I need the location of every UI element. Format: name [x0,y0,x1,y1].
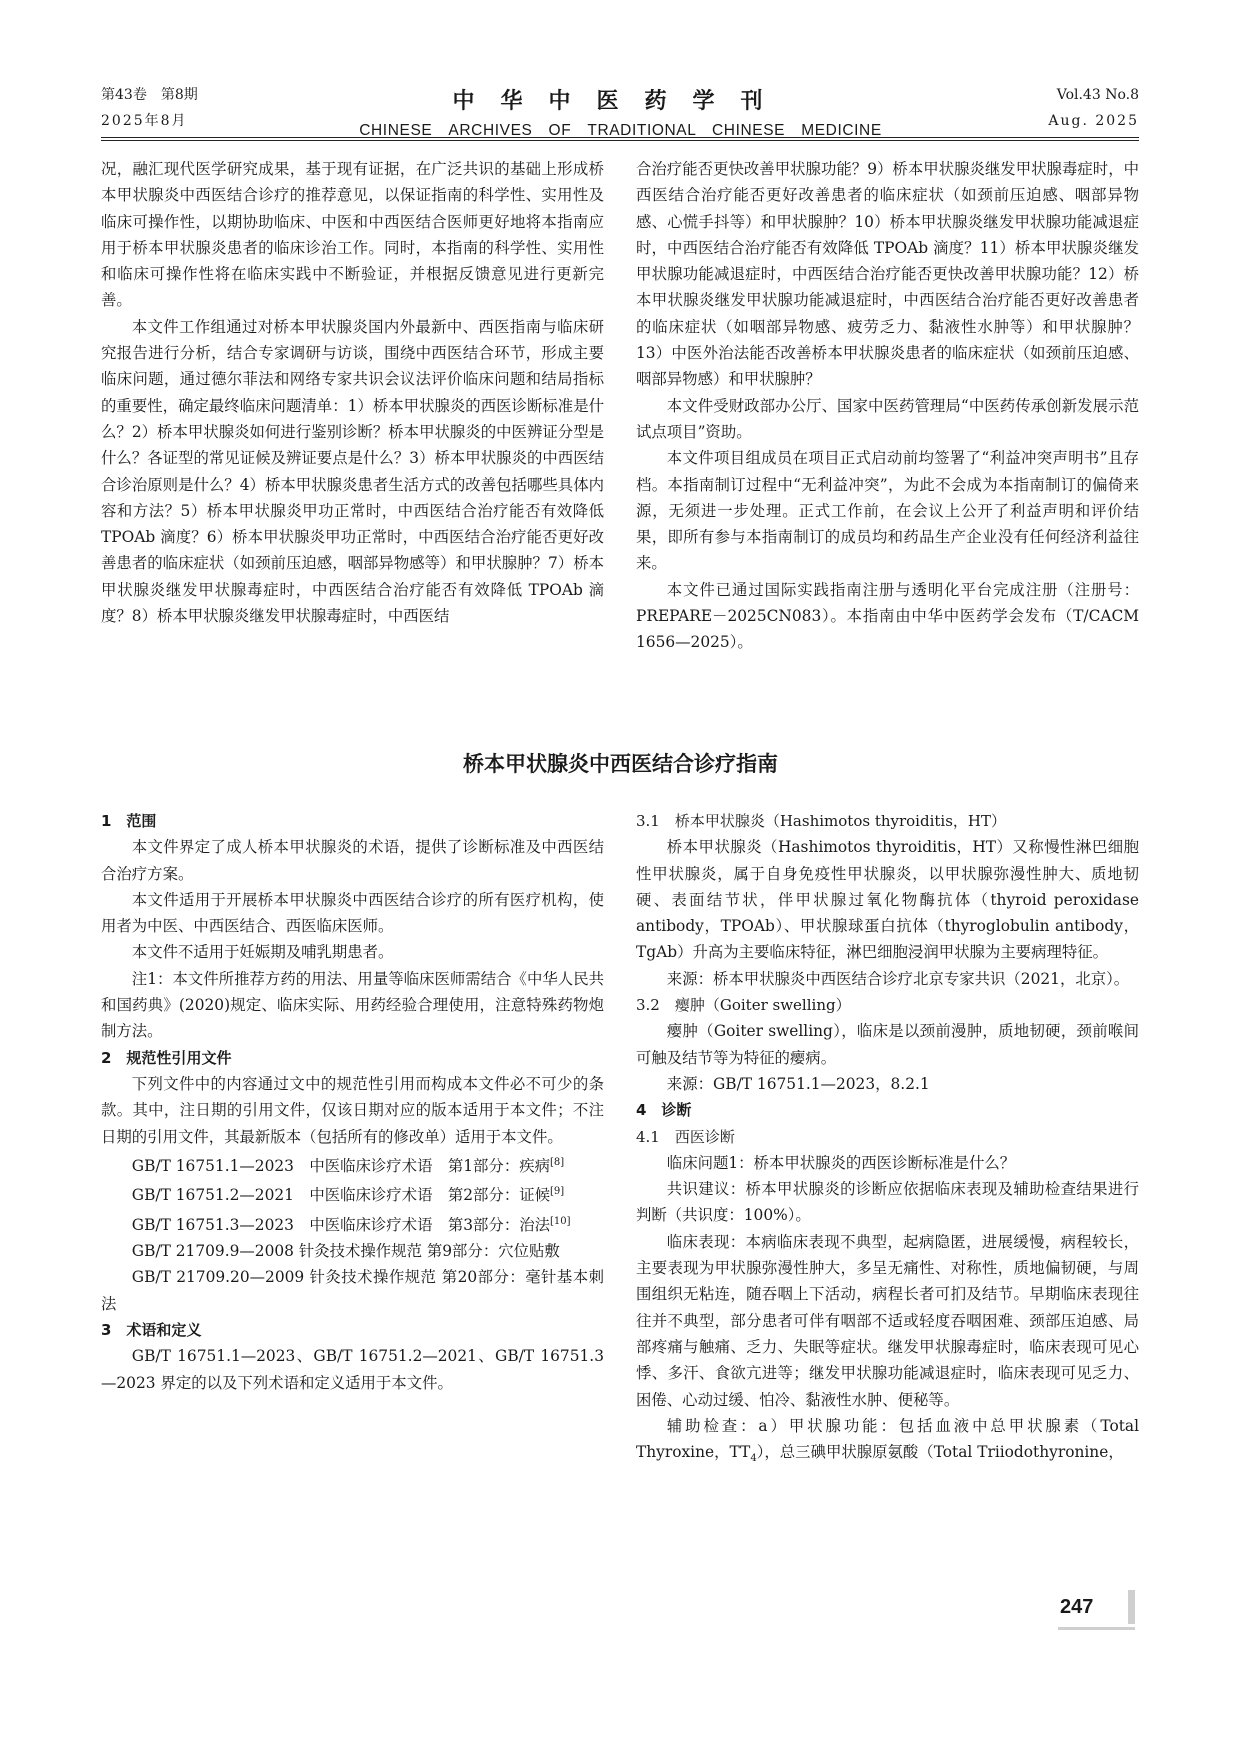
reference-item: GB/T 21709.20—2009 针灸技术操作规范 第20部分：毫针基本刺法 [101,1268,604,1313]
subsection-heading: 3.2 瘿肿（Goiter swelling） [636,996,851,1015]
section-heading: 1 范围 [101,812,157,830]
paragraph: 下列文件中的内容通过文中的规范性引用而构成本文件必不可少的条款。其中，注日期的引用文件，仅该日期对应的版本适用于本文件；不注日期的引用文件，其最新版本（包括所有的修改单）适用于本文件。 [101,1074,604,1146]
issue-date-cn: 2025年8月 [101,113,188,129]
citation: [8] [550,1156,565,1168]
reference-text: GB/T 16751.1—2023 中医临床诊疗术语 第1部分：疾病 [131,1156,550,1175]
source-note: 来源：桥本甲状腺炎中西医结合诊疗北京专家共识（2021，北京）。 [666,969,1130,988]
reference-text: GB/T 16751.2—2021 中医临床诊疗术语 第2部分：证候 [131,1186,550,1205]
paragraph: GB/T 16751.1—2023、GB/T 16751.2—2021、GB/T 16751.3—2023 界定的以及下列术语和定义适用于本文件。 [101,1347,604,1392]
preface-right-column [636,156,1139,656]
document-title: 桥本甲状腺炎中西医结合诊疗指南 [463,752,778,776]
volume-issue-en: Vol.43 No.8 [1056,87,1139,103]
reference-text: GB/T 16751.3—2023 中医临床诊疗术语 第3部分：治法 [131,1215,550,1234]
subscript: 4 [750,1453,757,1465]
paragraph: 本文件受财政部办公厅、国家中医药管理局“中医药传承创新发展示范试点项目”资助。 [636,396,1139,441]
preface-left-column [101,156,604,629]
paragraph [636,1413,1139,1473]
page-number: 247 [1060,1596,1094,1618]
reference-item [101,1209,604,1238]
clinical-question: 临床问题1：桥本甲状腺炎的西医诊断标准是什么？ [666,1153,1016,1172]
page-number-underline [1058,1627,1135,1630]
header-rule [101,137,1139,138]
note: 注1：本文件所推荐方药的用法、用量等临床医师需结合《中华人民共和国药典》(2020)规定、临床实际、用药经验合理使用，注意特殊药物炮制方法。 [101,969,604,1041]
journal-title: 中华中医药学刊 [452,89,789,114]
section-heading: 3 术语和定义 [101,1321,202,1340]
subsection-heading: 4.1 西医诊断 [636,1127,735,1146]
paragraph: 合治疗能否更快改善甲状腺功能？9）桥本甲状腺炎继发甲状腺毒症时，中西医结合治疗能否更好改善患者的临床症状（如颈前压迫感、咽部异物感、心慌手抖等）和甲状腺肿？10）桥本甲状腺炎继发甲状腺功能减退症时，中西医结合治疗能否有效降低 TPOAb 滴度？11）桥本甲状腺炎继发甲状腺功能减退症时，中西医结合治疗能否更快改善甲状腺功能？12）桥本甲状腺炎继发甲状腺功能减退症时，中西医结合治疗能否更好改善患者的临床症状（如咽部异物感、疲劳乏力、黏液性水肿等）和甲状腺肿？13）中医外治法能否改善桥本甲状腺炎患者的临床症状（如颈前压迫感、咽部异物感）和甲状腺肿？ [636,160,1139,389]
main-right-column [636,808,1139,1473]
header-rule-2 [101,140,1139,141]
paragraph: 本文件界定了成人桥本甲状腺炎的术语，提供了诊断标准及中西医结合治疗方案。 [101,838,604,883]
source-note: 来源：GB/T 16751.1—2023，8.2.1 [666,1074,930,1093]
aux-text-cont: ），总三碘甲状腺原氨酸（Total Triiodothyronine， [756,1443,1124,1462]
reference-item: GB/T 21709.9—2008 针灸技术操作规范 第9部分：穴位贴敷 [131,1242,560,1261]
section-heading: 2 规范性引用文件 [101,1048,232,1067]
paragraph: 本文件适用于开展桥本甲状腺炎中西医结合诊疗的所有医疗机构，使用者为中医、中西医结合、西医临床医师。 [101,890,604,936]
section-heading: 4 诊断 [636,1101,692,1120]
issue-date-en: Aug. 2025 [1048,113,1139,129]
paragraph: 桥本甲状腺炎（Hashimotos thyroiditis，HT）又称慢性淋巴细胞性甲状腺炎，属于自身免疫性甲状腺炎，以甲状腺弥漫性肿大、质地韧硬、表面结节状，伴甲状腺过氧化物酶抗体（thyroid peroxidase antibody，TPOAb）、甲状腺球蛋白抗体（thyroglobulin antibody，TgAb）升高为主要临床特征，淋巴细胞浸润甲状腺为主要病理特征。 [636,838,1139,962]
subsection-heading: 3.1 桥本甲状腺炎（Hashimotos thyroiditis，HT） [636,812,1006,830]
volume-issue: 第43卷 第8期 [101,87,198,103]
paragraph: 本文件已通过国际实践指南注册与透明化平台完成注册（注册号：PREPARE－2025CN083）。本指南由中华中医药学会发布（T/CACM 1656—2025）。 [636,580,1139,652]
paragraph: 瘿肿（Goiter swelling），临床是以颈前漫肿，质地韧硬，颈前喉间可触及结节等为特征的瘿病。 [636,1022,1139,1067]
citation: [9] [550,1186,565,1198]
paragraph: 况，融汇现代医学研究成果，基于现有证据，在广泛共识的基础上形成桥本甲状腺炎中西医结合诊疗的推荐意见，以保证指南的科学性、实用性及临床可操作性，以期协助临床、中医和中西医结合医师更好地将本指南应用于桥本甲状腺炎患者的临床诊治工作。同时，本指南的科学性、实用性和临床可操作性将在临床实践中不断验证，并根据反馈意见进行更新完善。 [101,160,604,310]
citation: [10] [550,1215,571,1227]
reference-item [101,1150,604,1179]
recommendation: 共识建议：桥本甲状腺炎的诊断应依据临床表现及辅助检查结果进行判断（共识度：100%）。 [636,1180,1139,1225]
reference-item [101,1179,604,1208]
journal-title-en: CHINESE ARCHIVES OF TRADITIONAL CHINESE MEDICINE [359,122,882,139]
paragraph: 本文件不适用于妊娠期及哺乳期患者。 [131,943,394,962]
aux-text: 辅助检查：a）甲状腺功能：包括血液中总甲状腺素（Total Thyroxine，TT [636,1416,1139,1462]
page-number-decoration [1128,1590,1135,1624]
main-left-column [101,808,604,1396]
paragraph: 临床表现：本病临床表现不典型，起病隐匿，进展缓慢，病程较长，主要表现为甲状腺弥漫性肿大，多呈无痛性、对称性，质地偏韧硬，与周围组织无粘连，随吞咽上下活动，病程长者可扪及结节。早期临床表现往往并不典型，部分患者可伴有咽部不适或轻度吞咽困难、颈部压迫感、局部疼痛与触痛、乏力、失眠等症状。继发甲状腺毒症时，临床表现可见心悸、多汗、食欲亢进等；继发甲状腺功能减退症时，临床表现可见乏力、困倦、心动过缓、怕冷、黏液性水肿、便秘等。 [636,1232,1139,1409]
paragraph: 本文件工作组通过对桥本甲状腺炎国内外最新中、西医指南与临床研究报告进行分析，结合专家调研与访谈，围绕中西医结合环节，形成主要临床问题，通过德尔菲法和网络专家共识会议法评价临床问题和结局指标的重要性，确定最终临床问题清单：1）桥本甲状腺炎的西医诊断标准是什么？2）桥本甲状腺炎如何进行鉴别诊断？桥本甲状腺炎的中医辨证分型是什么？各证型的常见证候及辨证要点是什么？3）桥本甲状腺炎的中西医结合诊治原则是什么？4）桥本甲状腺炎患者生活方式的改善包括哪些具体内容和方法？5）桥本甲状腺炎甲功正常时，中西医结合治疗能否有效降低 TPOAb 滴度？6）桥本甲状腺炎甲功正常时，中西医结合治疗能否更好改善患者的临床症状（如颈前压迫感，咽部异物感等）和甲状腺肿？7）桥本甲状腺炎继发甲状腺毒症时，中西医结合治疗能否有效降低 TPOAb 滴度？8）桥本甲状腺炎继发甲状腺毒症时，中西医结 [101,317,604,626]
paragraph: 本文件项目组成员在项目正式启动前均签署了“利益冲突声明书”且存档。本指南制订过程中“无利益冲突”，为此不会成为本指南制订的偏倚来源，无须进一步处理。正式工作前，在会议上公开了利益声明和评价结果，即所有参与本指南制订的成员均和药品生产企业没有任何经济利益往来。 [636,449,1139,573]
